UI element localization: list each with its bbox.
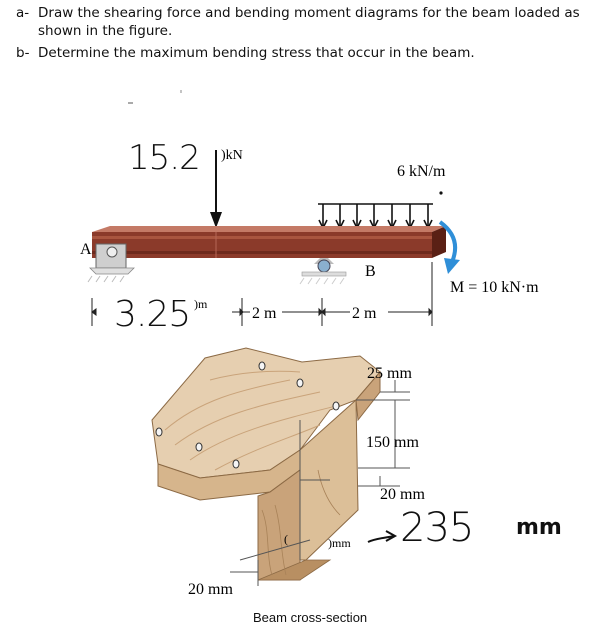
stray-dot <box>439 191 442 194</box>
handwritten-dim-first: 3.25 <box>114 294 191 335</box>
beam <box>92 226 446 258</box>
cross-section-figure <box>0 335 611 635</box>
support-b <box>300 258 346 284</box>
distributed-load-arrows <box>318 204 433 228</box>
question-a-cont: shown in the figure. <box>38 23 173 39</box>
question-b-text: Determine the maximum bending stress that occur in the beam. <box>38 45 475 61</box>
distributed-load-label: 6 kN/m <box>397 163 446 180</box>
handwritten-flange-unit: mm <box>516 515 562 540</box>
dim-web-height: 150 mm <box>366 434 419 451</box>
dim-bottom-width: 20 mm <box>188 581 233 598</box>
question-a-text-1: Draw the shearing force and bending moment diagrams for the beam loaded as <box>38 5 580 21</box>
question-b-label: b- <box>16 45 30 61</box>
dim-first-unit: )m <box>194 297 208 311</box>
dim-bottom-thickness: 20 mm <box>380 486 425 503</box>
dim-web-open: ( <box>284 532 288 546</box>
dim-second: 2 m <box>252 305 277 322</box>
moment-label: M = 10 kN·m <box>450 279 539 296</box>
handwritten-point-load: 15.2 <box>128 138 200 178</box>
point-load-unit: )kN <box>221 148 243 163</box>
question-a-label: a- <box>16 5 30 21</box>
dim-third: 2 m <box>352 305 377 322</box>
support-b-label: B <box>365 263 376 280</box>
dim-top-thickness: 25 mm <box>367 365 412 382</box>
dim-web-partial: )mm <box>328 536 351 550</box>
handwritten-flange-width: 235 <box>400 505 474 551</box>
section-caption: Beam cross-section <box>253 610 368 625</box>
support-a-label: A <box>80 241 92 258</box>
